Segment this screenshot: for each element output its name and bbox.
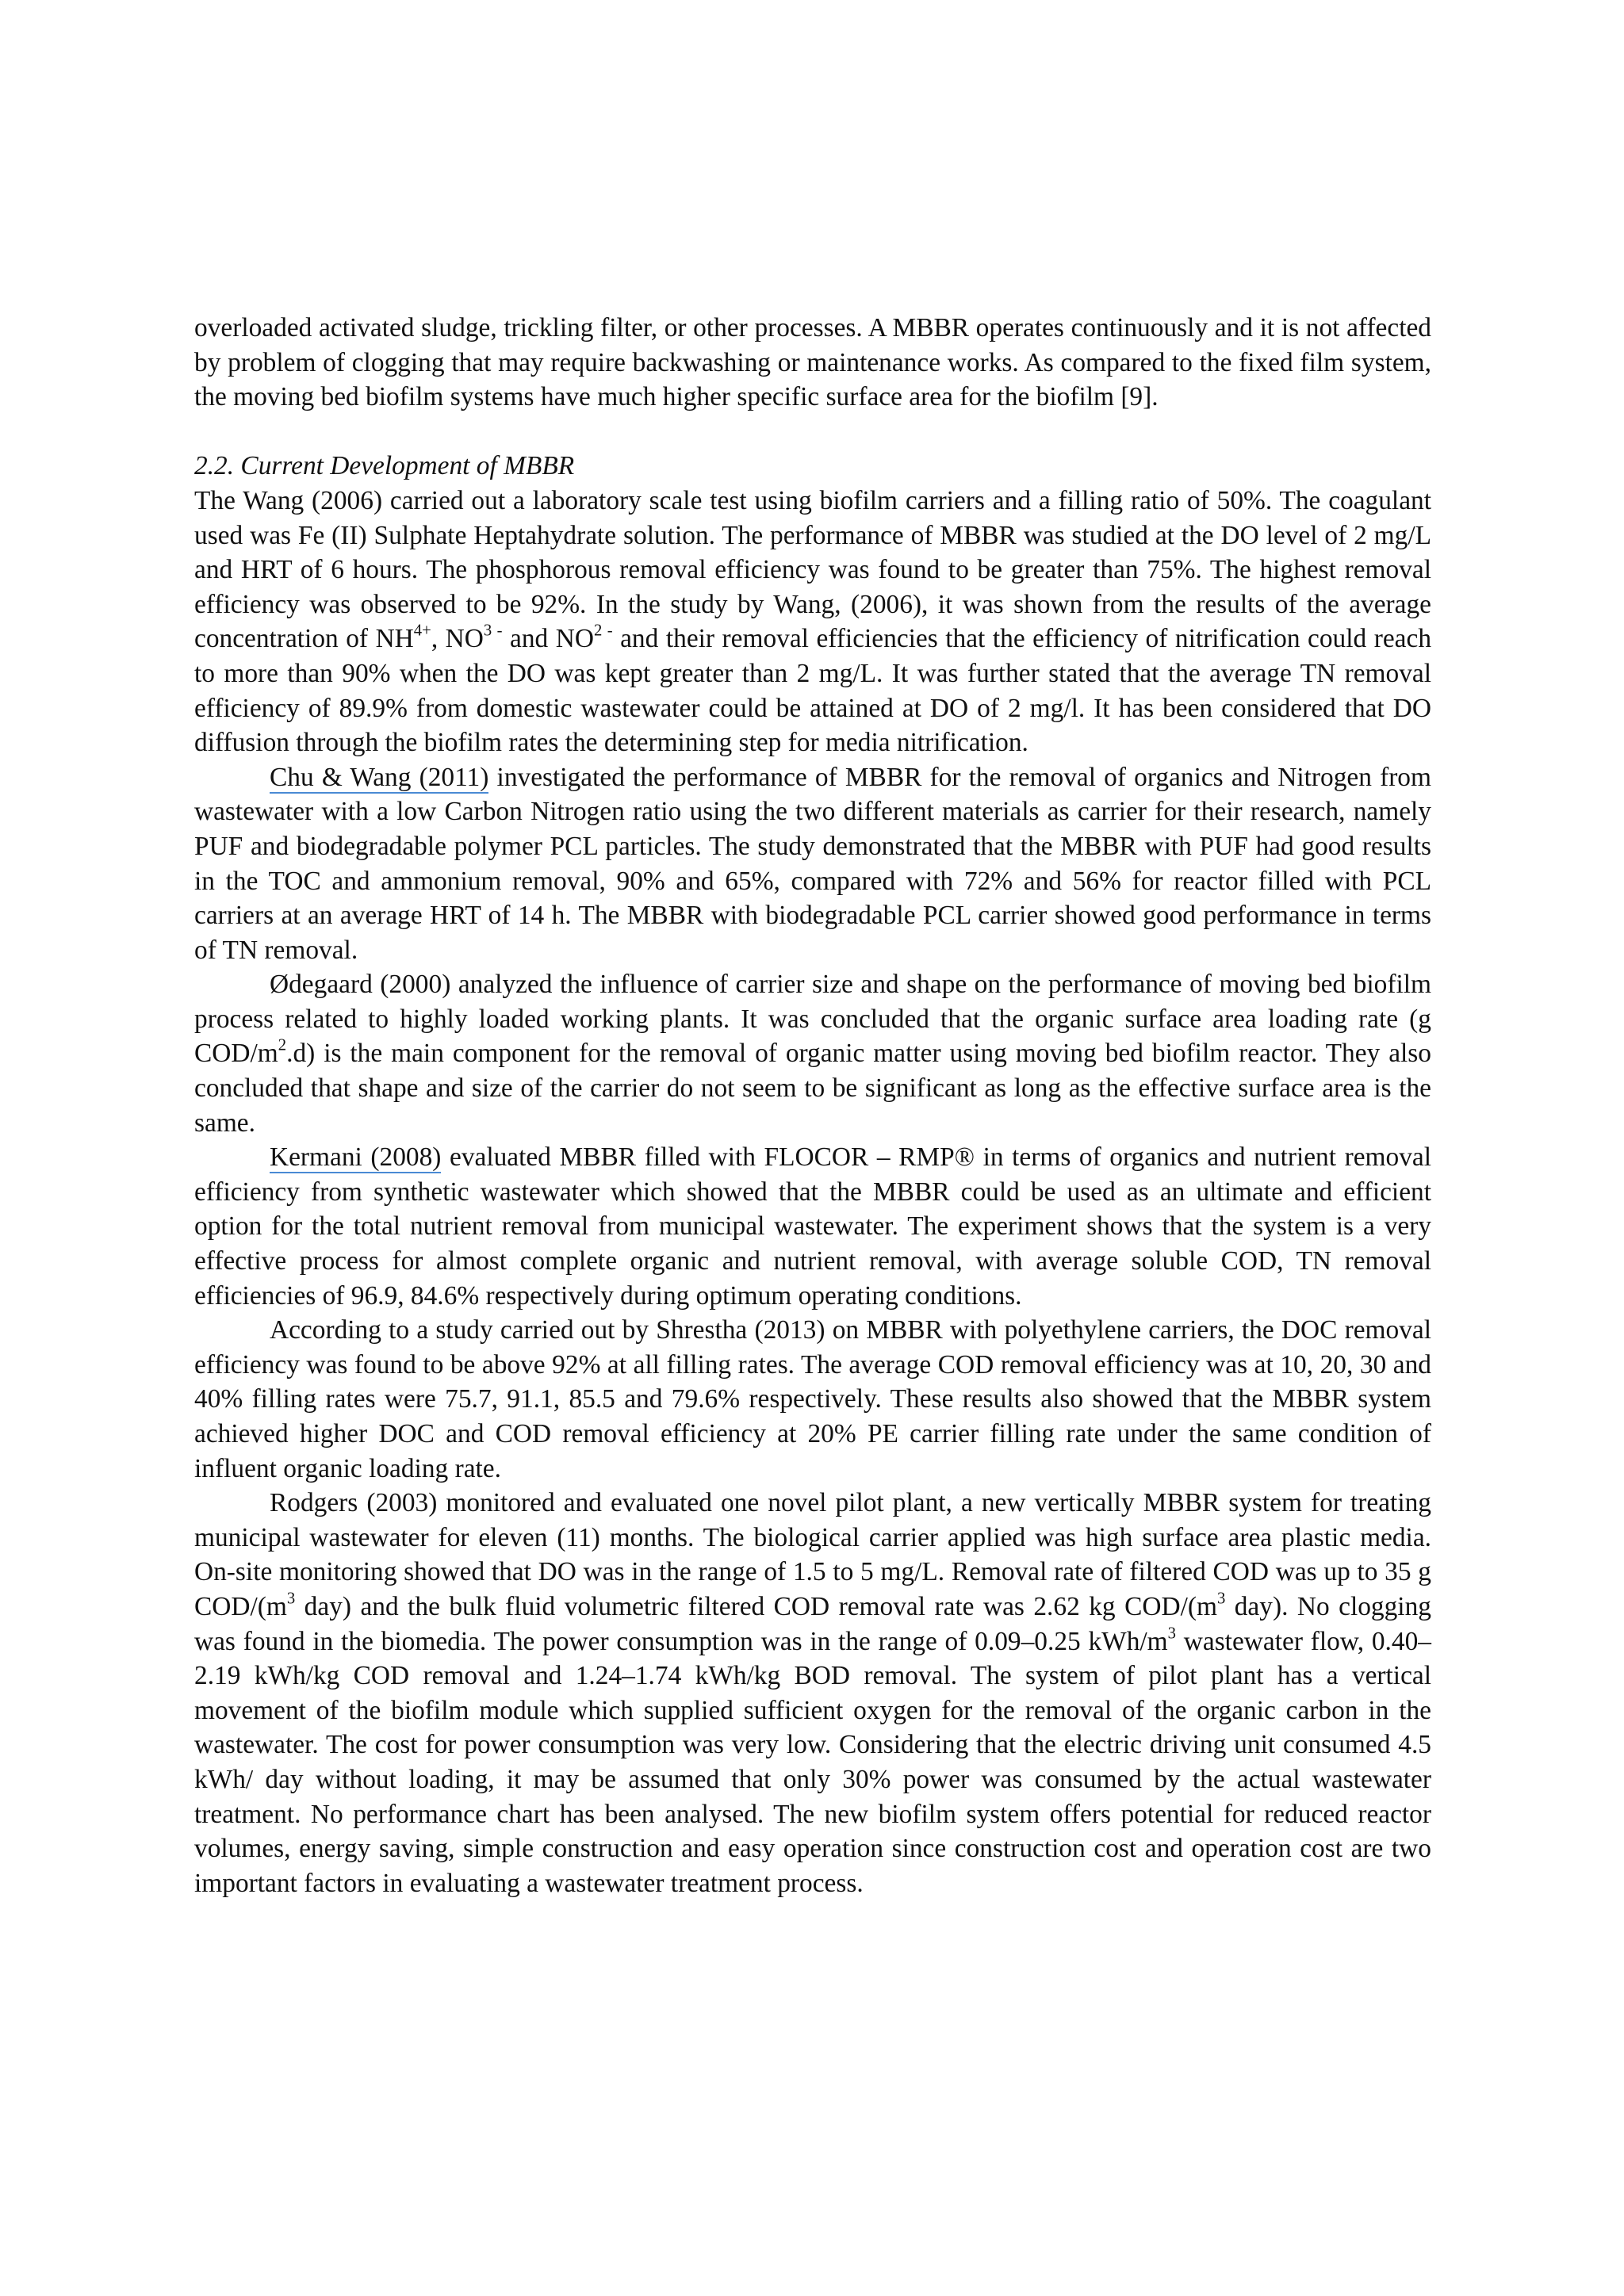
paragraph-wang-text-b: , NO <box>431 624 484 654</box>
paragraph-rodgers-text-b: day) and the bulk fluid volumetric filtered COD removal rate was 2.62 kg COD/(m <box>295 1591 1217 1621</box>
superscript: 4+ <box>413 622 431 640</box>
paragraph-kermani <box>194 1140 1431 1313</box>
paragraph-wang-text-c: and NO <box>502 624 594 654</box>
superscript: 3 <box>1216 1590 1226 1608</box>
paragraph-gap <box>194 415 1431 450</box>
paragraph-kermani-text: evaluated MBBR filled with FLOCOR – RMP® in terms of organics and nutrient removal efficiency from synthetic wastewater which showed that the MBBR could be used as an ultimate and efficient option for the total nutrient removal from municipal wastewater. The experiment shows that the system is a very effective process for almost complete organic and nutrient removal, with average soluble COD, TN removal efficiencies of 96.9, 84.6% respectively during optimum operating conditions. <box>194 1142 1432 1311</box>
superscript: 2 - <box>594 622 613 640</box>
paragraph-wang-text-d: and their removal efficiencies that the efficiency of nitrification could reach to more than 90% when the DO was kept greater than 2 mg/L. It was further stated that the average TN removal efficiency of 89.9% from domestic wastewater could be attained at DO of 2 mg/l. It has been considered that DO diffusion through the biofilm rates the determining step for media nitrification. <box>194 624 1432 758</box>
paragraph-chu-wang-text: investigated the performance of MBBR for the removal of organics and Nitrogen from wastewater with a low Carbon Nitrogen ratio using the two different materials as carrier for their research, namely PUF and biodegradable polymer PCL particles. The study demonstrated that the MBBR with PUF had good results in the TOC and ammonium removal, 90% and 65%, compared with 72% and 56% for reactor filled with PCL carriers at an average HRT of 14 h. The MBBR with biodegradable PCL carrier showed good performance in terms of TN removal. <box>194 762 1431 965</box>
paragraph-shrestha <box>194 1313 1431 1486</box>
paragraph-intro <box>194 311 1431 415</box>
paragraph-odegaard-text-b: .d) is the main component for the removal of organic matter using moving bed biofilm reactor. They also concluded that shape and size of the carrier do not seem to be significant as long as the effective surface area is the same. <box>194 1039 1431 1138</box>
superscript: 3 <box>1167 1624 1176 1643</box>
superscript: 2 <box>278 1036 287 1054</box>
paragraph-rodgers-text-a: Rodgers (2003) monitored and evaluated one novel pilot plant, a new vertically MBBR system for treating municipal wastewater for eleven (11) months. The biological carrier applied was high surface area plastic media. On-site monitoring showed that DO was in the range of 1.5 to 5 mg/L. Removal rate of filtered COD was up to 35 g COD/(m <box>194 1488 1431 1621</box>
paragraph-rodgers-text-c: day). No clogging was found in the biomedia. The power consumption was in the range of 0.09–0.25 kWh/m <box>194 1591 1431 1656</box>
paragraph-shrestha-text: According to a study carried out by Shrestha (2013) on MBBR with polyethylene carriers, the DOC removal efficiency was found to be above 92% at all filling rates. The average COD removal efficiency was at 10, 20, 30 and 40% filling rates were 75.7, 91.1, 85.5 and 79.6% respectively. These results also showed that the MBBR system achieved higher DOC and COD removal efficiency at 20% PE carrier filling rate under the same condition of influent organic loading rate. <box>194 1315 1431 1483</box>
citation-link-chu-wang[interactable]: Chu & Wang (2011) <box>270 762 489 792</box>
citation-link-kermani[interactable]: Kermani (2008) <box>270 1142 442 1173</box>
paragraph-chu-wang <box>194 760 1431 968</box>
paragraph-wang-text-a: The Wang (2006) carried out a laboratory scale test using biofilm carriers and a filling ratio of 50%. The coagulant used was Fe (II) Sulphate Heptahydrate solution. The performance of MBBR was studied at the DO level of 2 mg/L and HRT of 6 hours. The phosphorous removal efficiency was found to be greater than 75%. The highest removal efficiency was observed to be 92%. In the study by Wang, (2006), it was shown from the results of the average concentration of NH <box>194 485 1431 654</box>
paragraph-intro-text: overloaded activated sludge, trickling filter, or other processes. A MBBR operates continuously and it is not affected by problem of clogging that may require backwashing or maintenance works. As compared to the fixed film system, the moving bed biofilm systems have much higher specific surface area for the biofilm [9]. <box>194 313 1431 412</box>
paragraph-wang <box>194 484 1431 760</box>
paragraph-rodgers <box>194 1486 1431 1900</box>
paragraph-rodgers-text-d: wastewater flow, 0.40–2.19 kWh/kg COD removal and 1.24–1.74 kWh/kg BOD removal. The system of pilot plant has a vertical movement of the biofilm module which supplied sufficient oxygen for the removal of the organic carbon in the wastewater. The cost for power consumption was very low. Considering that the electric driving unit consumed 4.5 kWh/ day without loading, it may be assumed that only 30% power was consumed by the actual wastewater treatment. No performance chart has been analysed. The new biofilm system offers potential for reduced reactor volumes, energy saving, simple construction and easy operation since construction cost and operation cost are two important factors in evaluating a wastewater treatment process. <box>194 1626 1431 1898</box>
paragraph-odegaard <box>194 967 1431 1140</box>
paragraph-odegaard-text-a: Ødegaard (2000) analyzed the influence of carrier size and shape on the performance of moving bed biofilm process related to highly loaded working plants. It was concluded that the organic surface area loading rate (g COD/m <box>194 970 1431 1069</box>
document-page <box>194 311 1431 1900</box>
superscript: 3 <box>286 1590 296 1608</box>
section-heading: 2.2. Current Development of MBBR <box>194 451 575 481</box>
superscript: 3 - <box>483 622 503 640</box>
